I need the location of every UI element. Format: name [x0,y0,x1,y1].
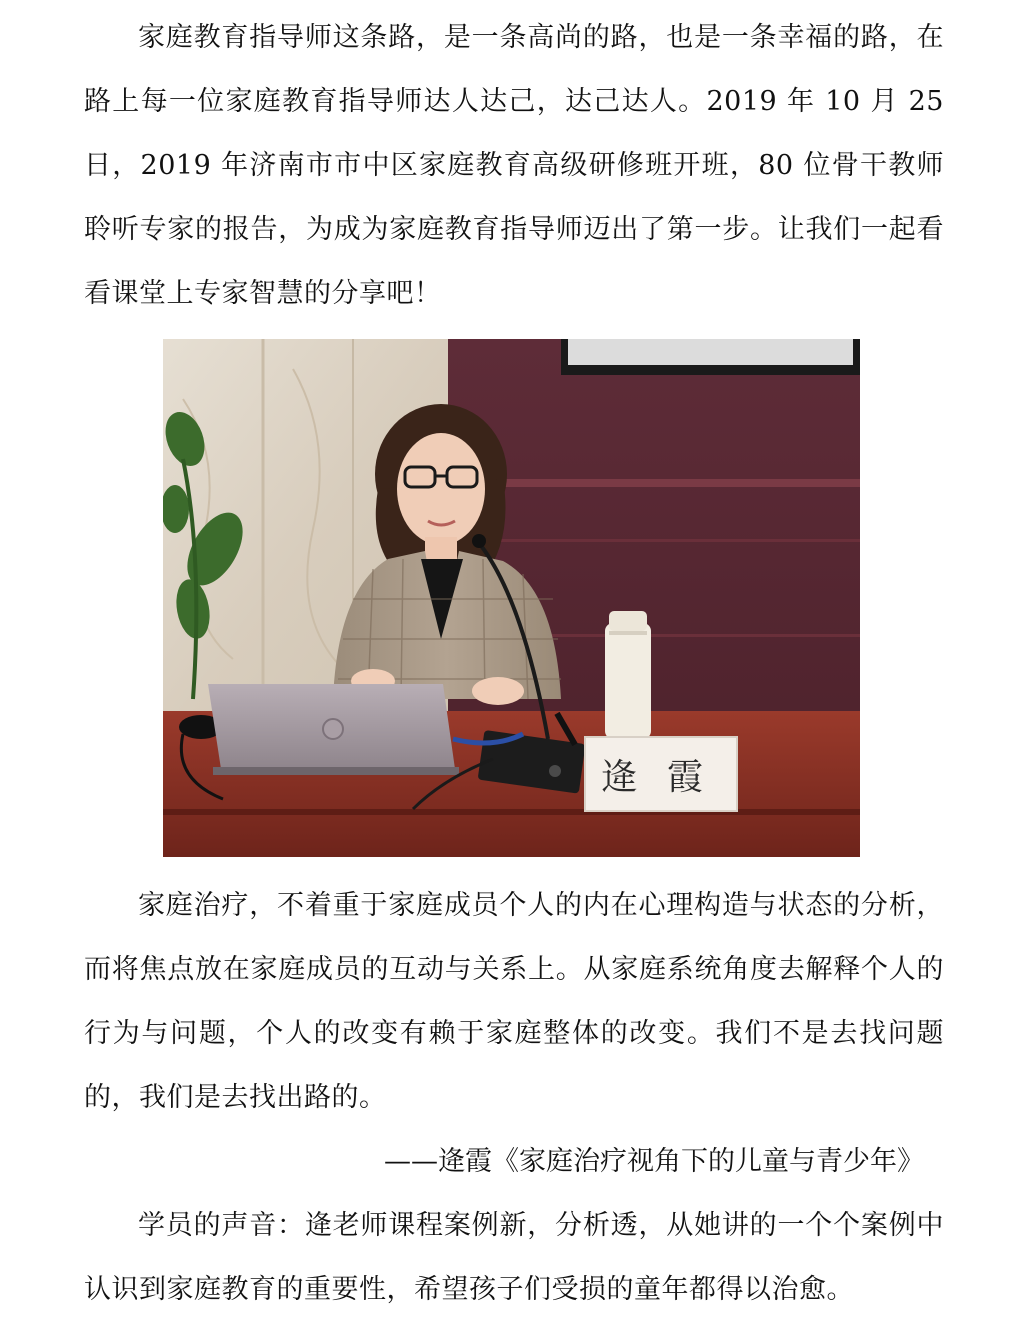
intro-paragraph: 家庭教育指导师这条路，是一条高尚的路，也是一条幸福的路，在路上每一位家庭教育指导师达人达己，达己达人。2019 年 10 月 25 日，2019 年济南市市中区家庭教育高级研修班开班，80 位骨干教师聆听专家的报告，为成为家庭教育指导师迈出了第一步。让我们一起看看课堂上专家智慧的分享吧！ [84,22,944,309]
nameplate-label: 逄霞 [601,757,734,798]
student-voice-paragraph: 学员的声音：逄老师课程案例新，分析透，从她讲的一个个案例中认识到家庭教育的重要性，希望孩子们受损的童年都得以治愈。 [84,1210,944,1305]
nameplate [585,737,737,811]
speaker-face [397,433,485,545]
thermos [605,623,651,739]
quote-paragraph: 家庭治疗，不着重于家庭成员个人的内在心理构造与状态的分析，而将焦点放在家庭成员的互动与关系上。从家庭系统角度去解释个人的行为与问题，个人的改变有赖于家庭整体的改变。我们不是去找问题的，我们是去找出路的。 [84,890,944,1113]
speaker-photo [163,339,860,857]
quote-attribution: ——逄霞《家庭治疗视角下的儿童与青少年》 [384,1146,924,1177]
